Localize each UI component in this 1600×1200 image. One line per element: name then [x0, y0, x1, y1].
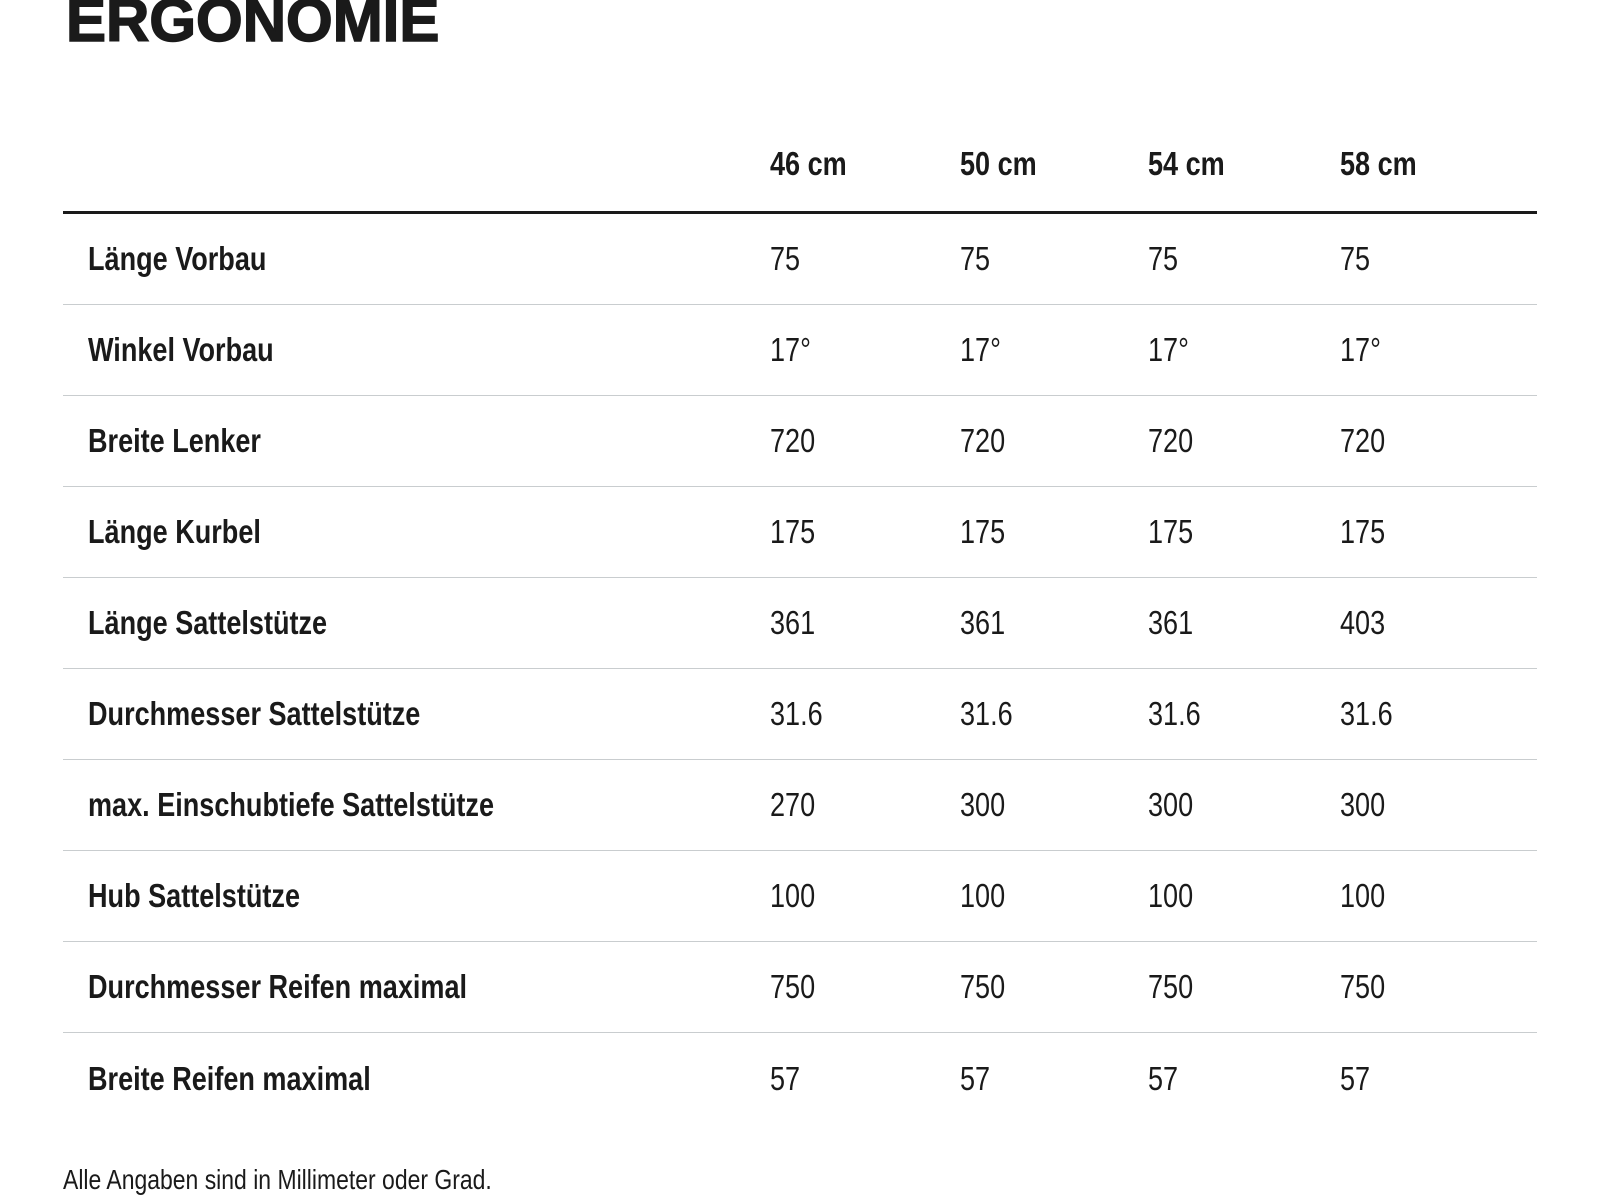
table-cell: 175 — [770, 513, 816, 550]
table-cell: 720 — [1340, 422, 1386, 459]
column-header-label: 50 cm — [960, 145, 1037, 182]
row-label: max. Einschubtiefe Sattelstütze — [88, 786, 495, 823]
table-cell: 720 — [960, 422, 1006, 459]
row-label: Breite Lenker — [88, 422, 261, 459]
table-cell: 75 — [960, 240, 991, 277]
row-label: Durchmesser Reifen maximal — [88, 968, 468, 1005]
table-cell: 17° — [1148, 331, 1189, 368]
table-cell: 17° — [1340, 331, 1381, 368]
row-label: Länge Kurbel — [88, 513, 261, 550]
table-cell: 300 — [1148, 786, 1194, 823]
table-cell: 100 — [960, 877, 1006, 914]
table-row — [63, 760, 1537, 851]
table-row — [63, 851, 1537, 942]
table-cell: 57 — [960, 1059, 991, 1097]
column-header-label: 54 cm — [1148, 145, 1225, 182]
row-label: Länge Sattelstütze — [88, 604, 328, 641]
table-cell: 175 — [960, 513, 1006, 550]
row-label: Länge Vorbau — [88, 240, 267, 277]
table-row — [63, 396, 1537, 487]
table-cell: 57 — [770, 1059, 801, 1097]
column-header-label: 58 cm — [1340, 145, 1417, 182]
table-cell: 100 — [1340, 877, 1386, 914]
table-cell: 57 — [1340, 1059, 1371, 1097]
table-cell: 361 — [960, 604, 1006, 641]
table-cell: 175 — [1148, 513, 1194, 550]
table-cell: 720 — [1148, 422, 1194, 459]
column-header-label: 46 cm — [770, 145, 847, 182]
table-row — [63, 578, 1537, 669]
table-cell: 75 — [770, 240, 801, 277]
page-title: ERGONOMIE — [66, 0, 440, 54]
table-cell: 750 — [960, 968, 1006, 1005]
table-cell: 175 — [1340, 513, 1386, 550]
table-cell: 31.6 — [1148, 695, 1201, 732]
ergonomics-table — [63, 51, 1537, 1124]
table-cell: 750 — [1148, 968, 1194, 1005]
table-body — [63, 214, 1537, 1124]
column-header-54cm — [1148, 147, 1340, 180]
table-row — [63, 214, 1537, 305]
row-label: Winkel Vorbau — [88, 331, 274, 368]
table-cell: 300 — [1340, 786, 1386, 823]
table-cell: 750 — [1340, 968, 1386, 1005]
table-row — [63, 487, 1537, 578]
table-row — [63, 669, 1537, 760]
table-cell: 57 — [1148, 1059, 1179, 1097]
table-row — [63, 1033, 1537, 1124]
column-header-50cm — [960, 147, 1148, 180]
table-cell: 31.6 — [960, 695, 1013, 732]
table-cell: 31.6 — [1340, 695, 1393, 732]
table-cell: 100 — [770, 877, 816, 914]
table-cell: 361 — [770, 604, 816, 641]
row-label: Hub Sattelstütze — [88, 877, 300, 914]
column-header-46cm — [770, 147, 960, 180]
table-header-row — [63, 51, 1537, 214]
table-footnote — [63, 1164, 1600, 1196]
table-row — [63, 942, 1537, 1033]
table-row — [63, 305, 1537, 396]
table-cell: 361 — [1148, 604, 1194, 641]
footnote-text: Alle Angaben sind in Millimeter oder Grad. — [63, 1164, 492, 1195]
table-cell: 270 — [770, 786, 816, 823]
table-cell: 17° — [960, 331, 1001, 368]
table-cell: 750 — [770, 968, 816, 1005]
column-header-58cm — [1340, 147, 1537, 180]
table-cell: 300 — [960, 786, 1006, 823]
table-cell: 100 — [1148, 877, 1194, 914]
table-cell: 75 — [1340, 240, 1371, 277]
row-label: Durchmesser Sattelstütze — [88, 695, 421, 732]
table-cell: 17° — [770, 331, 811, 368]
table-cell: 31.6 — [770, 695, 823, 732]
table-cell: 403 — [1340, 604, 1386, 641]
table-cell: 720 — [770, 422, 816, 459]
table-cell: 75 — [1148, 240, 1179, 277]
row-label: Breite Reifen maximal — [88, 1059, 371, 1097]
